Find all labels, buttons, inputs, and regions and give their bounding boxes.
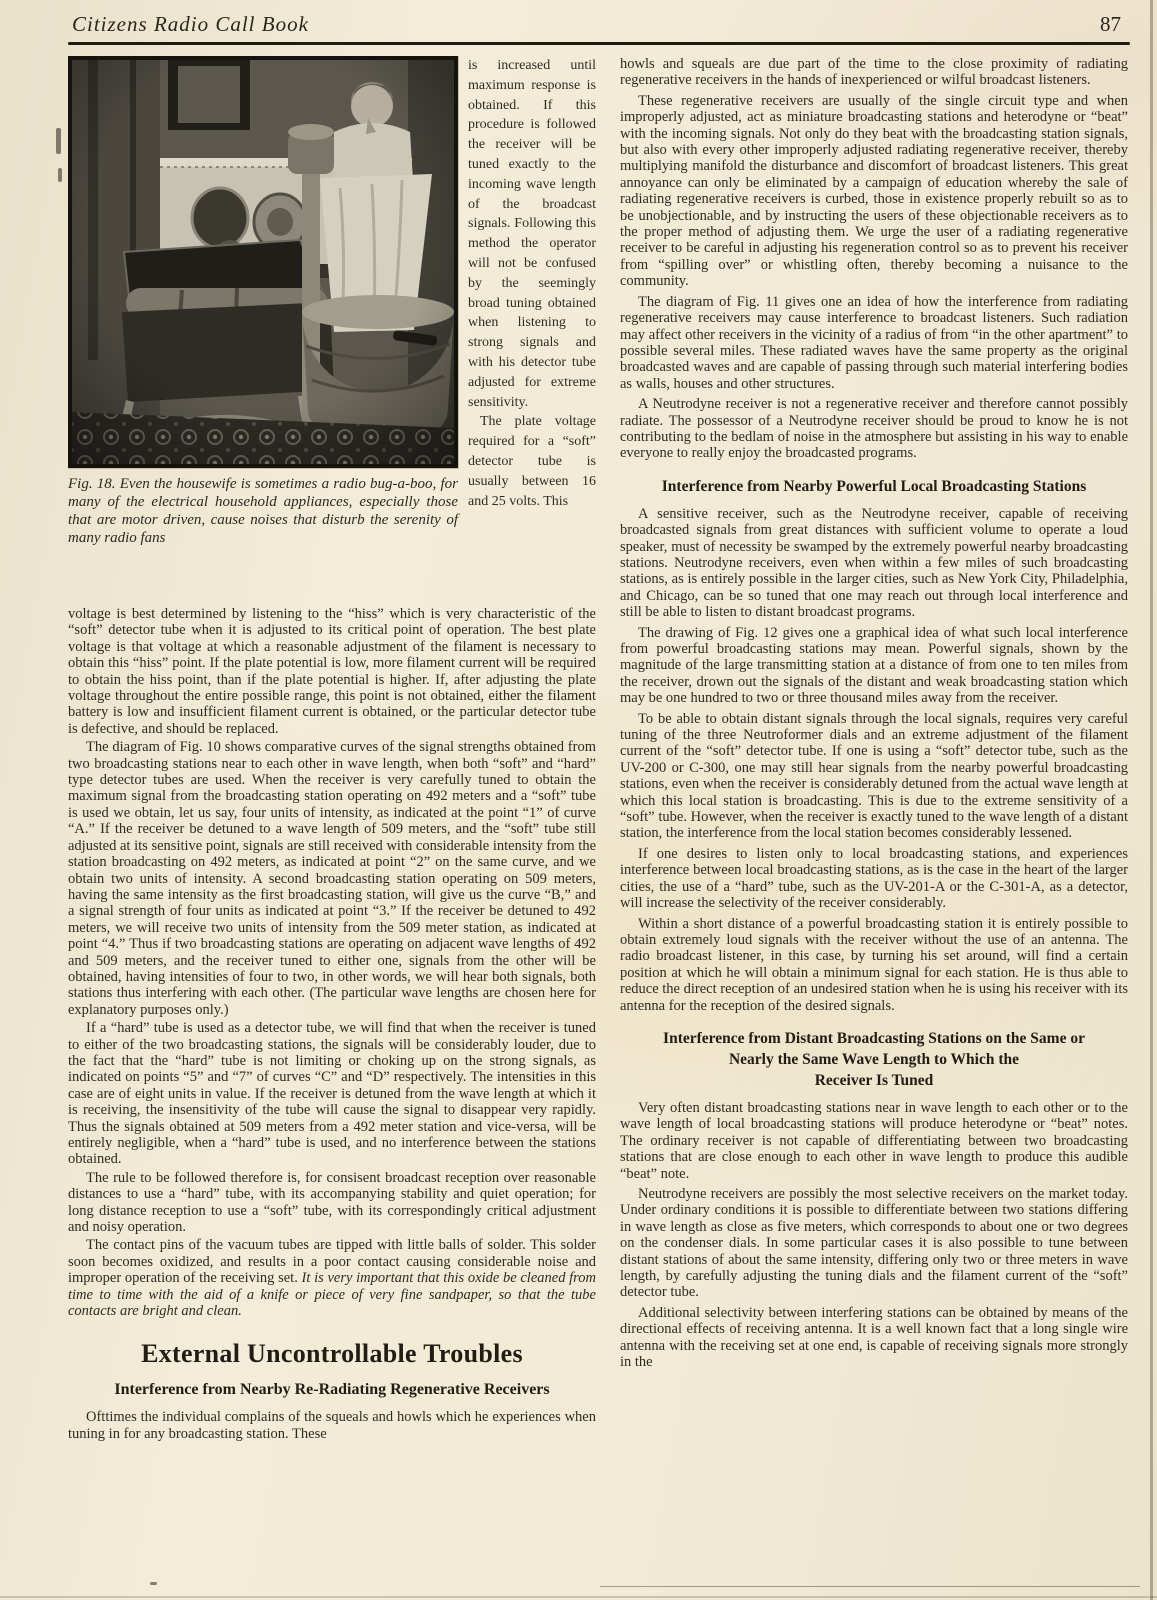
fig18-caption: Fig. 18. Even the housewife is sometimes a radio bug-a-boo, for many of the electrical household appliances, especially those that are motor driven, cause noises that disturb the serenity of many radio fans — [68, 476, 458, 546]
body-paragraph: Additional selectivity between interfering stations can be obtained by means of the directional effects of receiving antenna. It is a well known fact that a long single wire antenna with the receiving set at one end, is capable of receiving signals more strongly in the — [620, 1304, 1128, 1371]
body-paragraph: The drawing of Fig. 12 gives one a graphical idea of what such local interference from powerful broadcasting stations may mean. Powerful signals, shown by the magnitude of the large transmitting station at a distance of from one to ten miles from the receiver, drown out the signals of the distant and weak broadcasting station which may be one hundred to two or three thousand miles away from the receiver. — [620, 624, 1128, 707]
body-paragraph: If a “hard” tube is used as a detector tube, we will find that when the receiver is tuned to either of the two broadcasting stations, the signals will be considerably louder, due to the fact that the “hard” tube is not limiting or choking up on the strong signals, as indicated on points “5” and “7” of curves “C” and “D” respectively. The intensities in this case are of eight units in value. If the receiver is detuned from the wave length at which it is receiving, the insensitivity of the tube will cause the signal to disappear very rapidly. Thus the signals obtained at 509 meters from a 492 meter station and vice-versa, will be entirely negligible, when a “hard” tube is used, and no interference between the stations obtained. — [68, 1020, 596, 1168]
right-column — [620, 56, 1128, 1444]
paragraph-roman-part: The contact pins of the vacuum tubes are tipped with little balls of solder. This solder soon becomes oxidized, and results in a poor contact causing considerable noise and improper operation of the receiving set. — [68, 1237, 596, 1287]
page-number: 87 — [1100, 12, 1121, 36]
body-paragraph: Neutrodyne receivers are possibly the most selective receivers on the market today. Under ordinary conditions it is possible to differentiate between two stations differing in wave length as close as five meters, which corresponds to about one or two degrees on the condenser dials. In some particular cases it is also possible to tune between distant stations of about the same intensity, differing only two or three meters in wave length, by carefully adjusting the tuning dials and the filament current of the “soft” detector tube. — [620, 1185, 1128, 1301]
sub-heading-regenerative: Interference from Nearby Re-Radiating Regenerative Receivers — [114, 1381, 550, 1399]
body-paragraph: To be able to obtain distant signals through the local signals, requires very careful tuning of the three Neutroformer dials and an extreme adjustment of the filament current of the “soft” detector tube. If one is using a “soft” detector tube, such as the UV-200 or C-300, one may still hear signals from the nearby powerful broadcasting stations, even when the receiver is considerably detuned from the actual wave length at which this local station is broadcasting. This is due to the extreme sensitivity of a “soft” tube. However, when the receiver is exactly tuned to the wave length of a distant station, the interference from the local station becomes considerably lessened. — [620, 710, 1128, 842]
side-paragraph: is increased until maximum response is obtained. If this procedure is followed the receiver will be tuned exactly to the incoming wave length of the broadcast signals. Following this method the operator will not be confused by the seemingly broad tuning obtained when listening to strong signals and with his detector tube adjusted for extreme sensitivity. — [468, 58, 596, 410]
stray-ink-dot — [150, 1582, 157, 1585]
figure-18-block — [68, 56, 458, 602]
section-heading: External Uncontrollable Troubles — [141, 1339, 523, 1369]
body-paragraph: The diagram of Fig. 11 gives one an idea of how the interference from radiating regenerative receivers may cause interference to broadcast listeners. Such radiation may affect other receivers in the vicinity of a radius of from “in the other apartment” to possible several miles. These radiated waves have the same property as the original broadcasted waves and are capable of passing through such material interfering bodies as walls, houses and other structures. — [620, 293, 1128, 392]
photo-side-text — [468, 56, 596, 602]
figure-row — [68, 56, 596, 602]
body-paragraph — [68, 1237, 596, 1319]
page-header — [72, 12, 1127, 37]
bottom-rule — [600, 1586, 1140, 1587]
header-rule — [68, 42, 1130, 45]
fig18-photo-illustration — [72, 60, 454, 464]
scan-edge-right — [1150, 0, 1153, 1600]
paragraph-italic-part: It is very important that this oxide be cleaned from time to time with the aid of a knife or piece of very fine sandpaper, so that the tube contacts are bright and clean. — [68, 1270, 596, 1320]
body-paragraph: The rule to be followed therefore is, for consisent broadcast reception over reasonable distances to use a “hard” tube, with its accompanying stability and quiet operation; for long distance reception to use a “soft” tube, with its correspondingly critical adjustment and noisy operation. — [68, 1169, 596, 1236]
body-paragraph: The diagram of Fig. 10 shows comparative curves of the signal strengths obtained from two broadcasting stations near to each other in wave length, when both “soft” and “hard” type detector tubes are used. When the receiver is very carefully tuned to obtain the maximum signal from the broadcasting station operating on 492 meters and a “soft” tube is used we obtain, let us say, four units of intensity, as indicated at the point “1” of curve “A.” If the receiver be detuned to a wave length of 509 meters, and the “soft” tube still adjusted at its sensitive point, signals are still received with considerable intensity from the station broadcasting on 492 meters, as indicated at point “2” on the same curve, and we obtain two units of intensity. A second broadcasting station operating on 509 meters, having the same intensity as the first broadcasting station, will give us the curve “B,” and a signal strength of four units as indicated at point “3.” If the receiver be detuned to 492 meters, we will receive two units of intensity from the 509 meter station, as indicated at point “4.” Thus if two broadcasting stations are operating on adjacent wave lengths of 492 and 509 meters, and the receiver tuned to either one, signals from the other will be obtained, having intensities of four to two, in other words, we will hear both signals, both stations thus interfering with each other. (The particular wave lengths are chosen here for explanatory purposes only.) — [68, 739, 596, 1018]
body-paragraph: howls and squeals are due part of the time to the close proximity of radiating regenerative receivers in the hands of inexperienced or wilful broadcast listeners. — [620, 56, 1128, 89]
body-paragraph: A Neutrodyne receiver is not a regenerative receiver and therefore cannot possibly radiate. The possessor of a Neutrodyne receiver should be proud to know he is not contributing to the bedlam of noise in the atmosphere but assisting in his way to enable everyone to really enjoy the broadcasted programs. — [620, 396, 1128, 462]
body-paragraph: These regenerative receivers are usually of the single circuit type and when improperly adjusted, act as miniature broadcasting stations and heterodyne or “beat” with the incoming signals. Not only do they beat with the broadcasting station signals, but also with every other improperly adjusted radiating regenerative receiver, thereby multiplying manifold the disturbance and discomfort of broadcast listeners. This great annoyance can only be eliminated by a campaign of education whereby the sale of radiating regenerative receivers is curbed, those in existence properly rebuilt so as to be unobjectionable, and by instructing the users of these objectionable receivers as to the proper method of adjusting them. We urge the user of a radiating regenerative receiver to be careful in adjusting his regeneration control so as to prevent his receiver from “spilling over” or whistling often, thereby becoming a nuisance to the community. — [620, 92, 1128, 290]
left-column — [68, 56, 596, 1444]
body-paragraph: Ofttimes the individual complains of the squeals and howls which he experiences when tuning in for any broadcasting station. These — [68, 1409, 596, 1442]
sub-heading-distant-stations — [620, 1028, 1128, 1091]
body-paragraph: Very often distant broadcasting stations near in wave length to each other or to the wave length of local broadcasting stations will produce heterodyne or “beat” notes. The ordinary receiver is not capable of differentiating between two broadcasting stations that are close enough to each other in wave length to produce this audible “beat” note. — [620, 1099, 1128, 1182]
scan-edge-bottom — [0, 1596, 1157, 1598]
heading-line: Interference from Distant Broadcasting Stations on the Same or — [663, 1029, 1085, 1047]
binding-mark — [56, 128, 61, 154]
sub-heading-local-stations: Interference from Nearby Powerful Local Broadcasting Stations — [661, 477, 1087, 495]
body-paragraph: A sensitive receiver, such as the Neutrodyne receiver, capable of receiving broadcasted signals from great distances with sufficient volume to operate a loud speaker, must of necessity be swamped by the extremely powerful nearby broadcasting stations. Neutrodyne receivers, even when within a few miles of such broadcasting stations, as is entirely possible in the larger cities, such as New York City, Philadelphia, and Chicago, can be so tuned that one may reach out through local interference and still be able to listen to distant broadcast programs. — [620, 505, 1128, 621]
body-paragraph: voltage is best determined by listening to the “hiss” which is very characteristic of the “soft” detector tube when it is adjusted to its critical point of operation. The best plate voltage is that voltage at which a reasonable adjustment of the filament is necessary to obtain this “hiss” point. If the plate potential is low, more filament current will be required to obtain the hiss point, than if the plate potential is higher. If, after adjusting the plate voltage throughout the entire possible range, this point is not obtained, either the filament battery is low and insufficient filament current is obtained, or the particular detector tube is defective, and should be replaced. — [68, 606, 596, 737]
side-paragraph: The plate voltage required for a “soft” detector tube is usually between 16 and 25 volts. This — [468, 414, 596, 509]
page-content — [68, 56, 1128, 1444]
heading-line: Nearly the Same Wave Length to Which the — [728, 1050, 1020, 1068]
book-title: Citizens Radio Call Book — [72, 12, 309, 36]
heading-line: Receiver Is Tuned — [814, 1071, 934, 1089]
fig18-photo-frame — [68, 56, 458, 468]
binding-mark — [58, 168, 62, 182]
body-paragraph: If one desires to listen only to local broadcasting stations, and experiences interference between local broadcasting stations, as is the case in the heart of the larger cities, the use of a “hard” tube, such as the UV-201-A or the C-301-A, as a detector, will increase the selectivity of the receiver considerably. — [620, 845, 1128, 912]
body-paragraph: Within a short distance of a powerful broadcasting station it is entirely possible to obtain extremely loud signals with the receiver without the use of an antenna. The radio broadcast listener, in this case, by turning his set around, will find a certain position at which he will obtain a minimum signal for each station. He is thus able to reduce the direct reception of an undesired station when he is using his receiver with its antenna for the reception of the desired signals. — [620, 915, 1128, 1014]
